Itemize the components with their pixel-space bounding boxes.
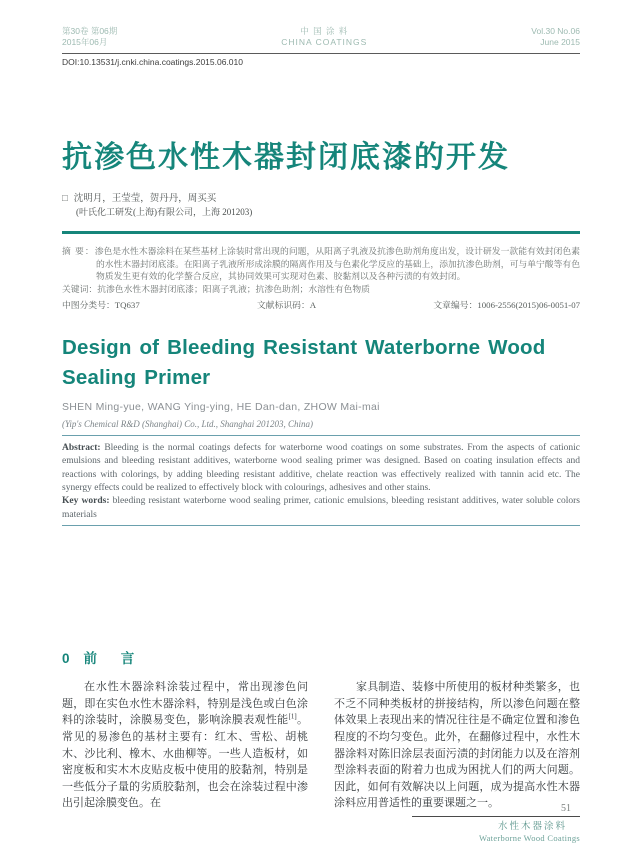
article-id: [433, 299, 580, 311]
body-left-text-1: 在水性木器涂料涂装过程中，常出现渗色问题，即在实色水性木器涂料，特别是浅色或白色涂料的涂装时，涂膜易变色，影响涂膜表观性能: [62, 681, 308, 727]
clc-label: 中图分类号：: [62, 299, 115, 310]
keywords-zh: [62, 283, 580, 296]
authors-en: SHEN Ming-yue, WANG Ying-ying, HE Dan-dan, ZHOW Mai-mai: [62, 400, 380, 413]
header-journal-name-block: [281, 26, 367, 48]
abstract-zh: [62, 245, 580, 283]
header-volume-block: [62, 26, 117, 48]
classification-row: [62, 299, 580, 311]
keywords-label-zh: 关键词：: [62, 283, 98, 294]
abstract-label-zh: 摘 要：: [62, 246, 95, 256]
date-en: June 2015: [540, 37, 580, 47]
clc-value: TQ637: [114, 299, 140, 310]
authors-line-zh: [62, 193, 580, 206]
divider-thin-bottom: [62, 525, 580, 526]
article-id-label: 文章编号：: [433, 299, 478, 310]
clc-number: [62, 299, 140, 311]
abstract-text-zh: 渗色是水性木器涂料在某些基材上涂装时常出现的问题，从阳离子乳液及抗渗色助剂角度出发，设计研发一款能有效封闭色素的水性木器封闭底漆。在阳离子乳液所形成涂膜的隔离作用及与色素化学反应的基础上，添加抗渗色助剂，可与单宁酸等有色物质发生更有效的化学螯合反应，其协同效果可实现对色素、胶黏剂以及各种污渍的有效封闭。: [94, 246, 580, 282]
volume-issue-zh: 第30卷 第06期: [62, 26, 118, 36]
keywords-label-en: Key words:: [62, 496, 110, 507]
divider-thin-top: [62, 435, 580, 436]
header-volume-en-block: [531, 26, 580, 48]
body-column-left: [62, 679, 308, 812]
abstract-label-en: Abstract:: [62, 442, 101, 453]
two-column-body: [62, 679, 580, 812]
affiliation-zh: (叶氏化工研发(上海)有限公司，上海 201203): [76, 207, 253, 217]
footer-journal-en: Waterborne Wood Coatings: [478, 833, 580, 843]
journal-name-zh: 中 国 涂 料: [300, 26, 349, 36]
abstract-text-en: Bleeding is the normal coatings defects for waterborne wood coatings on some substrates. From the aspects of cationic emulsions and bleeding resistant additives, waterborne wood sealing primer was designed. Based on coating insulation effects and reactions with colorings, by adding bleeding resistant additive, chelate reaction was effectively realized with tannin acid etc. The synergy effects could be realized to effectively block with colourings, adhesives and other stains.: [62, 442, 580, 493]
section-title: 前 言: [83, 651, 145, 667]
article-title-zh: 抗渗色水性木器封闭底漆的开发: [62, 141, 510, 174]
article-title-en: Design of Bleeding Resistant Waterborne Wood Sealing Primer: [62, 335, 546, 389]
citation-superscript: [1]: [288, 712, 297, 721]
page-footer: [412, 803, 580, 844]
footer-journal-zh: 水性木器涂料: [497, 822, 567, 832]
authors-zh: 沈明月，王莹莹，贺丹丹，周买买: [73, 194, 217, 204]
keywords-text-zh: 抗渗色水性木器封闭底漆；阳离子乳液；抗渗色助剂；水溶性有色物质: [97, 283, 370, 294]
keywords-en: [62, 495, 580, 522]
body-left-text-2: 。常见的易渗色的基材主要有：红木、雪松、胡桃木、沙比利、橡木、水曲柳等。一些人造板材，如密度板和实木木皮贴皮板中使用的胶黏剂，特别是一些低分子量的劣质胶黏剂，也会在涂装过程中渗出引起涂膜变色。在: [62, 714, 309, 810]
body-column-right: 家具制造、装修中所使用的板材种类繁多，也不乏不同种类板材的拼接结构，所以渗色问题在整体效果上表现出来的情况往往是不确定位置和渗色程度的不均匀变色。此外，在翻修过程中，水性木器涂料对陈旧涂层表面污渍的封闭能力以及在溶剂型涂料表面的附着力也成为困扰人们的两大问题。因此，如何有效解决以上问题，成为提高水性木器涂料应用普适性的重要课题之一。: [334, 681, 580, 810]
doi-line: DOI:10.13531/j.cnki.china.coatings.2015.06.010: [62, 57, 243, 67]
page-number: 51: [561, 803, 571, 814]
document-code: [257, 299, 316, 311]
footer-rule: [412, 816, 580, 817]
article-id-value: 1006-2556(2015)06-0051-07: [477, 299, 580, 310]
divider-thick-teal: [62, 231, 580, 234]
date-zh: 2015年06月: [62, 37, 108, 47]
doc-code-label: 文献标识码：: [256, 299, 310, 310]
section-heading-intro: [62, 650, 580, 668]
journal-header: [62, 26, 580, 54]
affiliation-en: (Yip's Chemical R&D (Shanghai) Co., Ltd., Shanghai 201203, China): [62, 418, 314, 429]
author-marker-icon: □: [62, 194, 68, 204]
doc-code-value: A: [309, 299, 317, 310]
section-number: 0: [62, 651, 72, 667]
volume-issue-en: Vol.30 No.06: [531, 26, 580, 36]
journal-name-en: CHINA COATINGS: [281, 37, 368, 47]
keywords-text-en: bleeding resistant waterborne wood sealing primer, cationic emulsions, bleeding resistant additives, water soluble colors materials: [62, 496, 581, 520]
abstract-en: [62, 442, 580, 496]
